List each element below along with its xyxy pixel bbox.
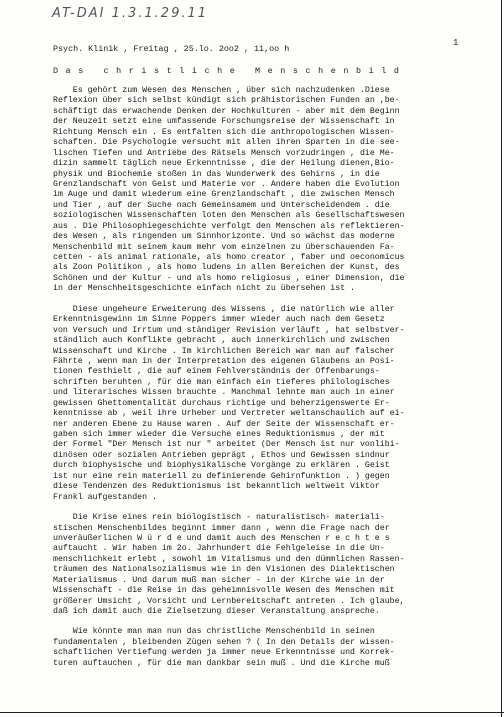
text-line: Wissenschaft und Kirche . Im kirchlichen Bereich war man auf falscher bbox=[53, 346, 395, 356]
text-line: Frankl aufgestanden . bbox=[53, 492, 157, 502]
text-line: cetten - als animal rationale, als homo creator , faber und oeconomicus bbox=[53, 253, 405, 262]
text-line: Schönen und der Kultur - und als homo religiosus , einer Dimension, die bbox=[53, 273, 405, 283]
text-line: dizin sammelt täglich neue Erkenntnisse , die der Heilung dienen,Bio- bbox=[53, 159, 395, 169]
text-line: Fährte , wenn man in der Interpretation des eigenen Glaubens an Posi- bbox=[53, 356, 395, 366]
text-line: Menschenbild mit seinem kaum mehr vom einzelnen zu überschauenden Fa- bbox=[53, 242, 395, 252]
text-line: ist nur eine rein materiell zu definierende Gehirnfunktion . ) gegen bbox=[53, 471, 390, 481]
text-line: stischen Menschenbildes beginnt immer dann , wenn die Frage nach der bbox=[53, 523, 390, 533]
paragraph bbox=[53, 86, 493, 295]
text-line: turen auftauchen , für die man dankbar sein muß . Und die Kirche muß bbox=[53, 658, 390, 668]
text-line: ständlich auch Konflikte gebracht , auch innerkirchlich und zwischen bbox=[53, 336, 390, 346]
text-line: aus . Die Philosophiegeschichte verfolgt den Menschen als reflektieren- bbox=[53, 221, 405, 231]
text-line: und literarisches Wissen brauchte . Manchmal lehnte man auch in einer bbox=[53, 388, 395, 398]
text-line: Materialismus . Und darum muß man sicher - in der Kirche wie in der bbox=[53, 575, 385, 585]
text-line: Erkenntnisgewinn im Sinne Poppers immer wieder auch nach dem Gesetz bbox=[53, 315, 385, 325]
text-line: in der Menschheitsgeschichte einfach nicht zu übersehen ist . bbox=[53, 284, 355, 294]
paragraph bbox=[53, 627, 493, 669]
text-line: der Neuzeit setzt eine umfassende Forschungsreise der Wissenschaft in bbox=[53, 117, 395, 127]
text-line: Wie könnte man man nun das christliche Menschenbild in seinen bbox=[53, 627, 375, 637]
text-line: als Zoon Politikon , als homo ludens in allen Bereichen der Kunst, des bbox=[53, 263, 400, 273]
text-line: des Wesen , als ringenden um Sinnhorizonte. Und so wächst das moderne bbox=[53, 232, 395, 242]
document-body bbox=[53, 86, 493, 669]
text-line: gaben sich immer wieder die Versuche eines Reduktionismus , der mit bbox=[53, 430, 385, 439]
text-line: kenntnisse ab , weil ihre Urheber und Vertreter weltanschaulich auf ei- bbox=[53, 409, 405, 419]
text-line: daß ich damit auch die Zielsetzung dieser Veranstaltung anspreche. bbox=[53, 607, 380, 616]
text-line: Reflexion über sich selbst kündigt sich prähistorischen Funden an ,be- bbox=[53, 96, 400, 106]
page-edge-bottom bbox=[0, 712, 504, 713]
text-line: schriften beruhten , für die man einfach ein tieferes philologisches bbox=[53, 377, 390, 387]
text-line: größerer Umsicht , Vorsicht und Lernbereitschaft antreten . Ich glaube, bbox=[53, 596, 405, 606]
text-line: träumen des Nationalsozialismus wie in den Visionen des Dialektischen bbox=[53, 565, 395, 575]
page-number: 1 bbox=[453, 38, 459, 48]
text-line: im Auge und damit wiederum eine Grenzlandschaft , die zwischen Mensch bbox=[53, 190, 395, 200]
text-line: diese Tendenzen des Reduktionismus ist bekanntlich weltweit Viktor bbox=[53, 482, 380, 492]
text-line: Richtung Mensch ein . Es entfalten sich die anthropologischen Wissen- bbox=[53, 127, 395, 137]
text-line: schaftlichen Vertiefung werden ja immer neue Erkenntnisse und Korrek- bbox=[53, 648, 395, 658]
text-line: dinösen oder sozialen Antrieben geprägt , Ethos und Gewissen sindnur bbox=[53, 450, 390, 460]
text-line: der Formel "Der Mensch ist nur " arbeitet (Der Mensch ist nur vonlibi- bbox=[53, 440, 400, 450]
text-line: schäftigt das erwachende Denken der Hochkulturen - aber mit dem Beginn bbox=[53, 106, 400, 116]
text-line: unveräußerlichen W ü r d e und damit auch des Menschen r e c h t e s bbox=[53, 533, 390, 543]
paragraph bbox=[53, 305, 493, 503]
text-line: menschlichkeit erlebt , sowohl im Vitalismus und den dümmlichen Rassen- bbox=[53, 554, 405, 564]
text-line: ner anderen Ebene zu Hause waren . Auf der Seite der Wissenschaft er- bbox=[53, 419, 395, 429]
paragraph bbox=[53, 513, 493, 617]
text-line: Es gehört zum Wesen des Menschen , über sich nachzudenken .Diese bbox=[53, 86, 390, 95]
text-line: Wissenschaft - die Reise in das geheimnisvolle Wesen des Menschen mit bbox=[53, 586, 395, 596]
text-line: tionen festhielt , die auf einem Fehlverständnis der Offenbarungs- bbox=[53, 367, 380, 377]
text-line: soziologischen Wissenschaften loten den Menschen als Gesellschaftswesen bbox=[53, 211, 405, 221]
document-title: Das christliche Menschenbild bbox=[53, 66, 407, 76]
text-line: physik und Biochemie stoßen in das Wunderwerk des Gehirns , in die bbox=[53, 169, 380, 179]
text-line: von Versuch und Irrtum und ständiger Revision verläuft , hat selbstver- bbox=[53, 325, 405, 335]
text-line: und Tier , auf der Suche nach Gemeinsamem und Unterscheidendem . die bbox=[53, 200, 390, 210]
text-line: auftaucht . Wir haben im 2o. Jahrhundert die Fehlgeleise in die Un- bbox=[53, 544, 385, 554]
text-line: Diese ungeheure Erweiterung des Wissens , die natürlich wie aller bbox=[53, 304, 395, 314]
archive-reference-stamp: AT-DAI 1.3.1.29.11 bbox=[52, 6, 209, 21]
page-edge-right bbox=[501, 0, 502, 717]
text-line: Die Krise eines rein biologistisch - naturalistisch- materiali- bbox=[53, 513, 385, 523]
text-line: Grenzlandschaft von Geist und Materie vor . Andere haben die Evolution bbox=[53, 179, 400, 189]
text-line: gewissen Ghettomentalität durchaus richtige und beherzigenswerte Er- bbox=[53, 398, 390, 408]
text-line: schaften. Die Psychologie versucht mit allen ihren Sparten in die see- bbox=[53, 138, 400, 148]
text-line: durch biophysische und biophysikalische Vorgänge zu erklären . Geist bbox=[53, 461, 390, 471]
document-header: Psych. Klinik , Freitag , 25.lo. 2oo2 , 11,oo h bbox=[53, 44, 290, 54]
text-line: lischen Tiefen und Antriebe des Rätsels Mensch vorzudringen , die Me- bbox=[53, 148, 395, 158]
text-line: fundamentalen , bleibenden Zügen sehen ? ( In den Details der wissen- bbox=[53, 637, 395, 647]
